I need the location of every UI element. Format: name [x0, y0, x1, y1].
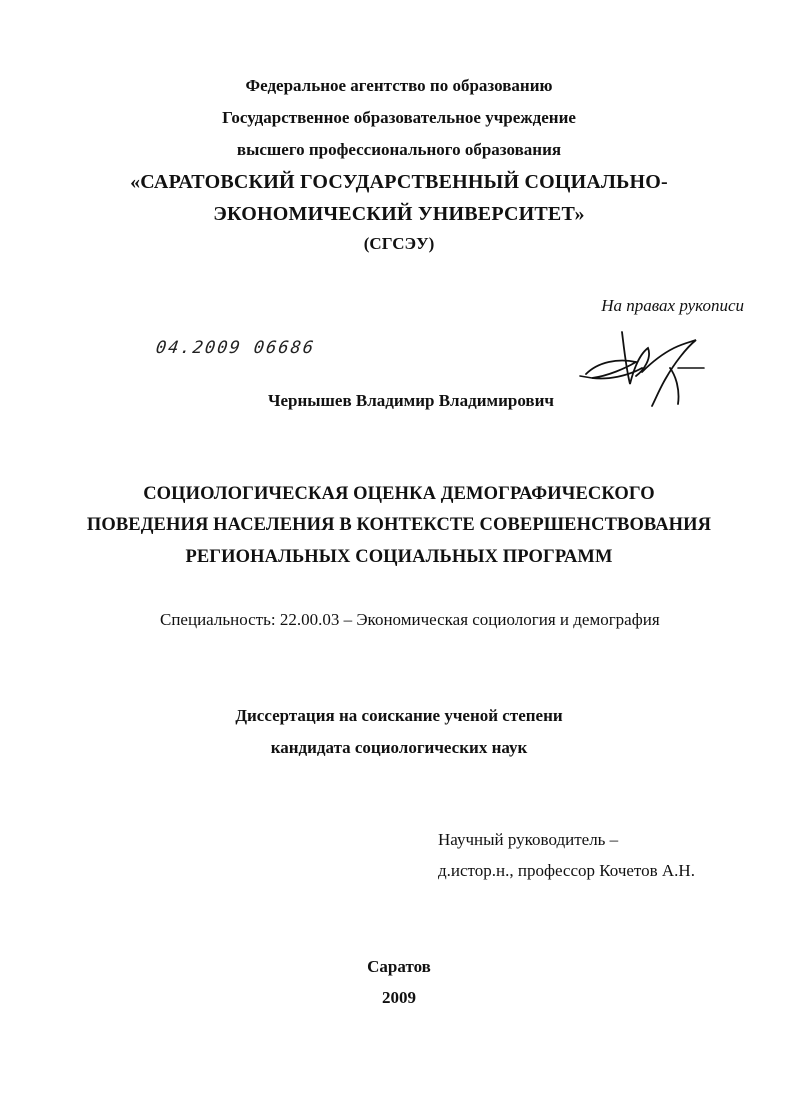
agency-line: Федеральное агентство по образованию: [245, 76, 553, 95]
degree-line-2: кандидата социологических наук: [270, 738, 528, 757]
thesis-title-line-2: ПОВЕДЕНИЯ НАСЕЛЕНИЯ В КОНТЕКСТЕ СОВЕРШЕНСТВОВАНИЯ: [86, 515, 712, 535]
year: 2009: [382, 988, 416, 1007]
education-level-line: высшего профессионального образования: [236, 140, 562, 159]
registration-stamp: 04.2009 06686: [154, 338, 317, 358]
author-name: Чернышев Владимир Владимирович: [268, 391, 554, 410]
signature-icon: [578, 318, 708, 410]
degree-line-1: Диссертация на соискание ученой степени: [235, 706, 563, 725]
university-abbreviation: (СГСЭУ): [363, 234, 435, 253]
thesis-title-line-3: РЕГИОНАЛЬНЫХ СОЦИАЛЬНЫХ ПРОГРАММ: [185, 547, 613, 567]
thesis-title-line-1: СОЦИОЛОГИЧЕСКАЯ ОЦЕНКА ДЕМОГРАФИЧЕСКОГО: [143, 484, 655, 504]
institution-type-line: Государственное образовательное учреждение: [222, 108, 576, 127]
city: Саратов: [367, 957, 431, 976]
university-name-line-1: «САРАТОВСКИЙ ГОСУДАРСТВЕННЫЙ СОЦИАЛЬНО-: [130, 171, 668, 193]
supervisor-label: Научный руководитель –: [438, 830, 619, 849]
university-name-line-2: ЭКОНОМИЧЕСКИЙ УНИВЕРСИТЕТ»: [213, 203, 585, 225]
manuscript-note: На правах рукописи: [601, 296, 744, 315]
specialty-line: Специальность: 22.00.03 – Экономическая социология и демография: [160, 610, 660, 629]
supervisor-name: д.истор.н., профессор Кочетов А.Н.: [438, 861, 695, 880]
